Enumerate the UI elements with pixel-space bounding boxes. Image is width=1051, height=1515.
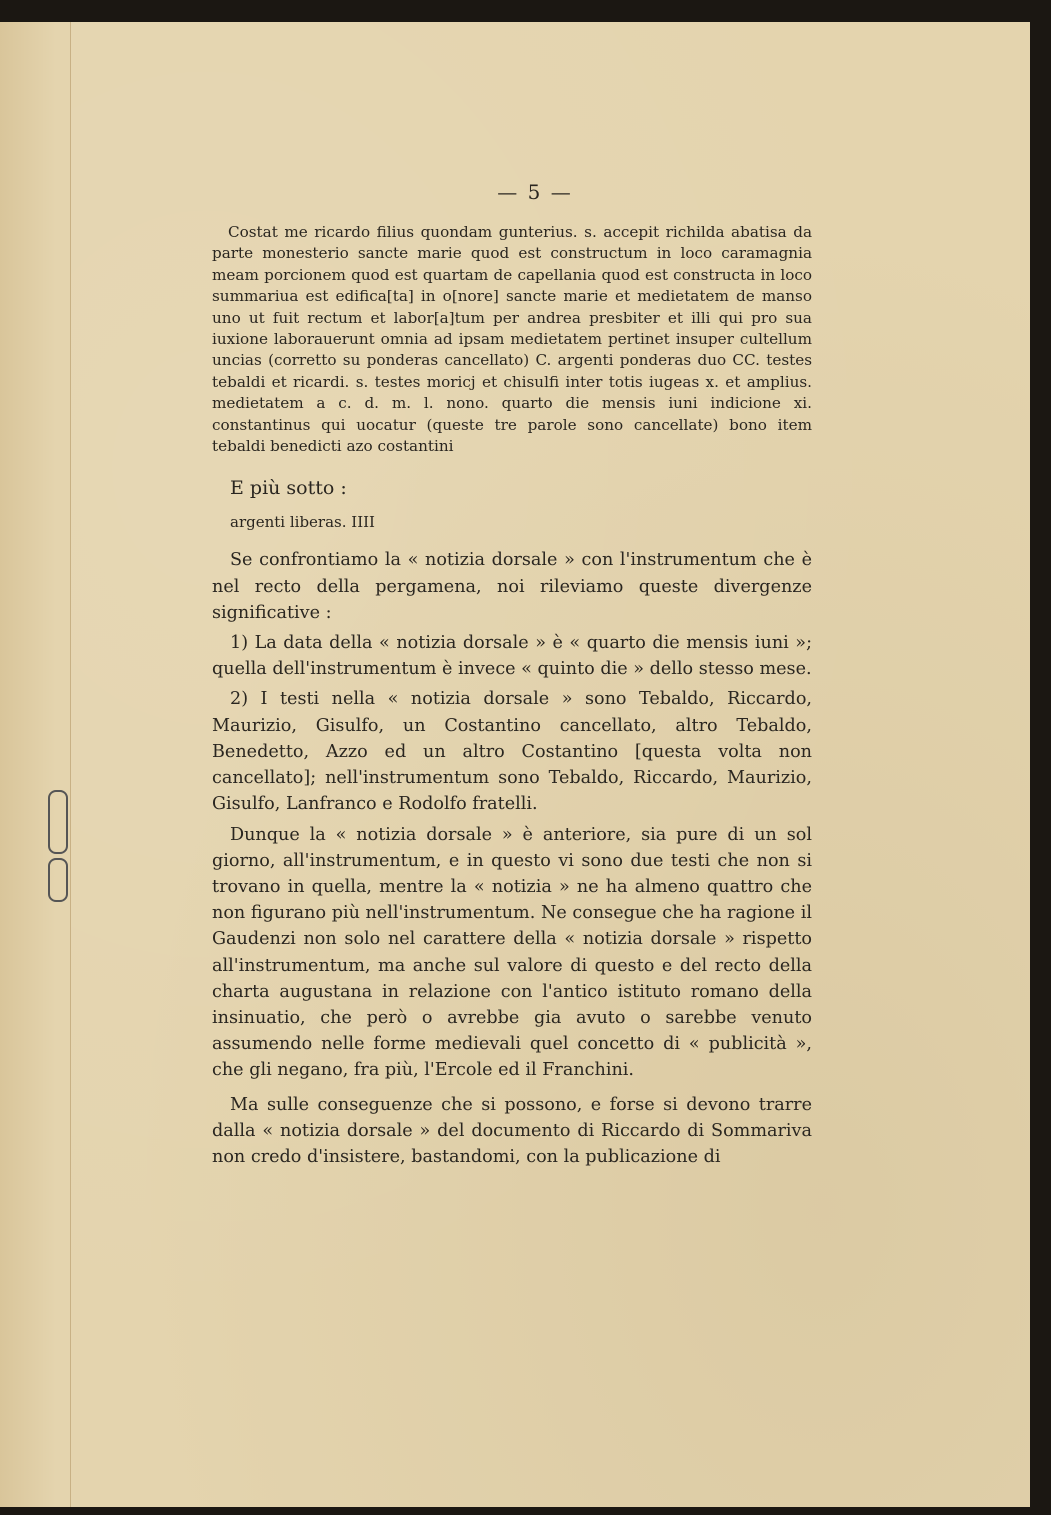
page-number: — 5 — [497, 180, 573, 204]
binding-stitch-top [48, 790, 68, 854]
latin-transcription: Costat me ricardo filius quondam gunterius. s. accepit richilda abatisa da parte monesterio sancte marie quod est constructum in loco caramagnia meam porcionem quod est quartam de capellania quod est constructa in loco summariua est edifica[ta] in o[nore] sancte marie et medietatem de manso uno ut fuit rectum et labor[a]tum per andrea presbiter et illi qui pro sua iuxione laborauerunt omnia ad ipsam medietatem pertinet insuper cultellum uncias (corretto su ponderas cancellato) C. argenti ponderas duo CC. testes tebaldi et ricardi. s. testes moricj et chisulfi inter totis iugeas x. et amplius. medietatem a c. d. m. l. nono. quarto die mensis iuni indicione xi. constantinus qui uocatur (queste tre parole sono cancellate) bono item tebaldi benedicti azo costantini [212, 223, 812, 456]
paragraph-2: 1) La data della « notizia dorsale » è « quarto die mensis iuni »; quella dell'instrumentum è invece « quinto die » dello stesso mese. [212, 633, 812, 680]
paragraph-4: Dunque la « notizia dorsale » è anteriore, sia pure di un sol giorno, all'instrumentum, e in questo vi sono due testi che non si trovano in quella, mentre la « notizia » ne ha almeno quattro che non figurano più nell'instrumentum. Ne consegue che ha ragione il Gaudenzi non solo nel carattere della « notizia dorsale » rispetto all'instrumentum, ma anche sul valore di questo e del recto della charta augustana in relazione con l'antico istituto romano della insinuatio, che però o avrebbe gia avuto o sarebbe venuto assumendo nelle forme medievali quel concetto di « publicità », che gli negano, fra più, l'Ercole ed il Franchini. [212, 824, 812, 1081]
paragraph-5: Ma sulle conseguenze che si possono, e forse si devono trarre dalla « notizia dorsale » del documento di Riccardo di Sommariva non credo d'insistere, bastandomi, con la publicazione di [212, 1094, 812, 1167]
page [0, 22, 1030, 1507]
binding-gutter [0, 22, 71, 1507]
section-lead: E più sotto : [230, 477, 347, 500]
binding-stitch-bottom [48, 858, 68, 902]
paragraph-1: Se confrontiamo la « notizia dorsale » con l'instrumentum che è nel recto della pergamena, noi rileviamo queste divergenze significative : [212, 550, 812, 623]
paragraph-3: 2) I testi nella « notizia dorsale » sono Tebaldo, Riccardo, Maurizio, Gisulfo, un Costantino cancellato, altro Tebaldo, Benedetto, Azzo ed un altro Costantino [questa volta non cancellato]; nell'instrumentum sono Tebaldo, Riccardo, Maurizio, Gisulfo, Lanfranco e Rodolfo fratelli. [212, 689, 812, 815]
argenti-line: argenti liberas. IIII [230, 513, 375, 532]
page-content [212, 222, 812, 1170]
